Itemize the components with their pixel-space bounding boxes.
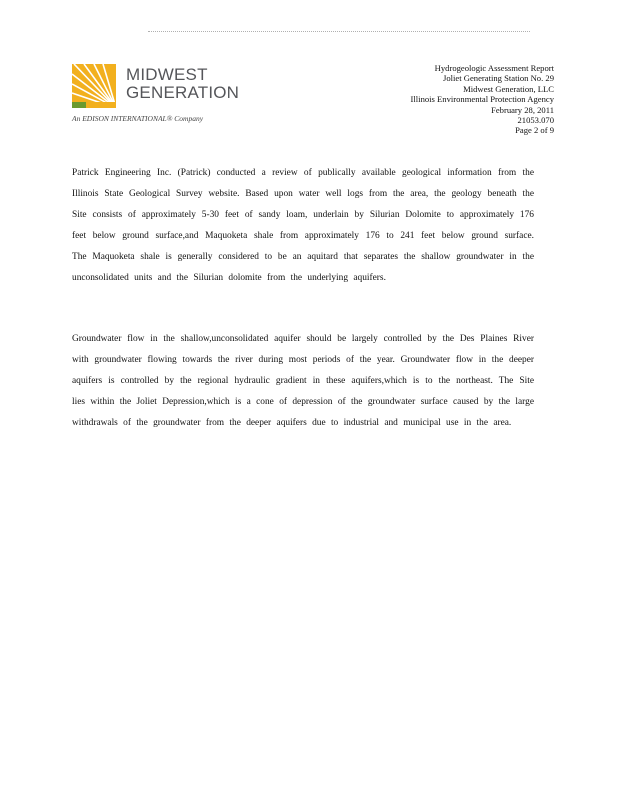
logo-name-line2: GENERATION — [126, 83, 240, 102]
company-logo — [72, 64, 262, 124]
paragraph-groundwater-flow: Groundwater flow in the shallow,unconsolidated aquifer should be largely controlled by the Des Plaines River with groundwater flowing towards the river during most periods of the year. Groundwater flow in the deeper aquifers is controlled by the regional hydraulic gradient in these aquifers,which is to the northeast. The Site lies within the Joliet Depression,which is a cone of depression of the groundwater surface caused by the large withdrawals of the groundwater from the deeper aquifers due to industrial and municipal use in the area. — [72, 334, 534, 428]
logo-name-line1: MIDWEST — [126, 65, 208, 84]
header-project-number: 21053.070 — [517, 115, 554, 126]
header-company: Midwest Generation, LLC — [463, 83, 554, 94]
header-agency: Illinois Environmental Protection Agency — [410, 94, 554, 105]
header-page-number: Page 2 of 9 — [515, 125, 554, 136]
paragraph-geology: Patrick Engineering Inc. (Patrick) conducted a review of publically available geological information from the Illinois State Geological Survey website. Based upon water well logs from the area, the geology beneath the Site consists of approximately 5-30 feet of sandy loam, underlain by Silurian Dolomite to approximately 176 feet below ground surface,and Maquoketa shale from approximately 176 to 241 feet below ground surface. The Maquoketa shale is generally considered to be an aquitard that separates the shallow groundwater in the unconsolidated units and the Silurian dolomite from the underlying aquifers. — [72, 168, 534, 283]
logo-tagline: An EDISON INTERNATIONAL® Company — [72, 114, 204, 123]
logo-wordmark — [126, 66, 239, 102]
header-report-title: Hydrogeologic Assessment Report — [434, 63, 554, 73]
report-header — [411, 63, 554, 136]
header-date: February 28, 2011 — [491, 104, 554, 115]
header-divider — [148, 31, 530, 32]
header-station: Joliet Generating Station No. 29 — [443, 73, 554, 84]
sunburst-logo-icon — [72, 64, 116, 108]
